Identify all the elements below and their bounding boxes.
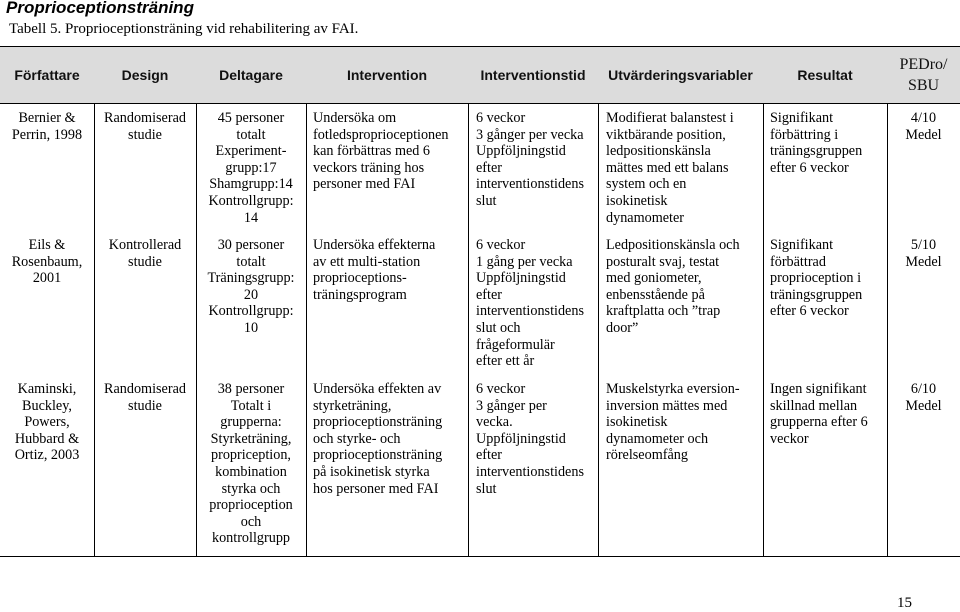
cell-participants: 30 personer totalt Träningsgrupp: 20 Kontrollgrupp: 10	[207, 237, 295, 336]
header-duration: Interventionstid	[480, 67, 586, 83]
grid-divider	[306, 104, 307, 556]
cell-variables: Muskelstyrka eversion- inversion mättes med isokinetisk dynamometer och rörelseomfång	[606, 381, 740, 464]
cell-variables: Ledpositionskänsla och posturalt svaj, testat med goniometer, enbensstående på kraftplatta och ”trap door”	[606, 237, 740, 336]
cell-design: Kontrollerad studie	[108, 237, 182, 270]
header-pedro: PEDro/ SBU	[899, 56, 948, 94]
header-design: Design	[121, 67, 169, 83]
cell-author: Kaminski, Buckley, Powers, Hubbard & Ortiz, 2003	[14, 381, 80, 464]
grid-divider	[94, 104, 95, 556]
cell-author: Eils & Rosenbaum, 2001	[11, 237, 83, 287]
cell-score: 6/10 Medel	[905, 381, 942, 414]
page-number: 15	[897, 595, 912, 611]
header-participants: Deltagare	[219, 67, 283, 83]
cell-result: Signifikant förbättring i träningsgruppen efter 6 veckor	[770, 110, 863, 176]
table-bottom-border	[0, 556, 960, 557]
cell-duration: 6 veckor 1 gång per vecka Uppföljningstid efter interventionstidens slut och frågeformulär efter ett år	[476, 237, 584, 370]
cell-design: Randomiserad studie	[104, 110, 186, 143]
cell-participants: 45 personer totalt Experiment- grupp:17 Shamgrupp:14 Kontrollgrupp: 14	[208, 110, 294, 226]
cell-author: Bernier & Perrin, 1998	[11, 110, 83, 143]
table-header	[0, 46, 960, 104]
header-author: Författare	[14, 67, 80, 83]
cell-design: Randomiserad studie	[104, 381, 186, 414]
table-caption: Tabell 5. Proprioceptionsträning vid rehabilitering av FAI.	[9, 21, 359, 37]
cell-result: Ingen signifikant skillnad mellan grupperna efter 6 veckor	[770, 381, 868, 447]
cell-duration: 6 veckor 3 gånger per vecka. Uppföljningstid efter interventionstidens slut	[476, 381, 584, 497]
cell-participants: 38 personer Totalt i grupperna: Styrketräning, propriception, kombination styrka och proprioception och kontrollgrupp	[209, 381, 293, 547]
cell-intervention: Undersöka effekterna av ett multi-station proprioceptions- träningsprogram	[313, 237, 436, 303]
cell-intervention: Undersöka om fotledsproprioceptionen kan förbättras med 6 veckors träning hos personer med FAI	[313, 110, 449, 193]
cell-duration: 6 veckor 3 gånger per vecka Uppföljningstid efter interventionstidens slut	[476, 110, 584, 209]
page-title: Proprioceptionsträning	[6, 0, 194, 17]
header-intervention: Intervention	[346, 67, 428, 83]
cell-score: 5/10 Medel	[905, 237, 942, 270]
cell-result: Signifikant förbättrad proprioception i träningsgruppen efter 6 veckor	[770, 237, 863, 320]
cell-intervention: Undersöka effekten av styrketräning, proprioceptionsträning och styrke- och proprioceptionsträning på isokinetisk styrka hos personer med FAI	[313, 381, 443, 497]
header-result: Resultat	[797, 67, 853, 83]
header-variables: Utvärderingsvariabler	[608, 67, 753, 83]
cell-variables: Modifierat balanstest i viktbärande position, ledpositionskänsla mättes med ett balans system och en isokinetisk dynamometer	[606, 110, 734, 226]
cell-score: 4/10 Medel	[905, 110, 942, 143]
